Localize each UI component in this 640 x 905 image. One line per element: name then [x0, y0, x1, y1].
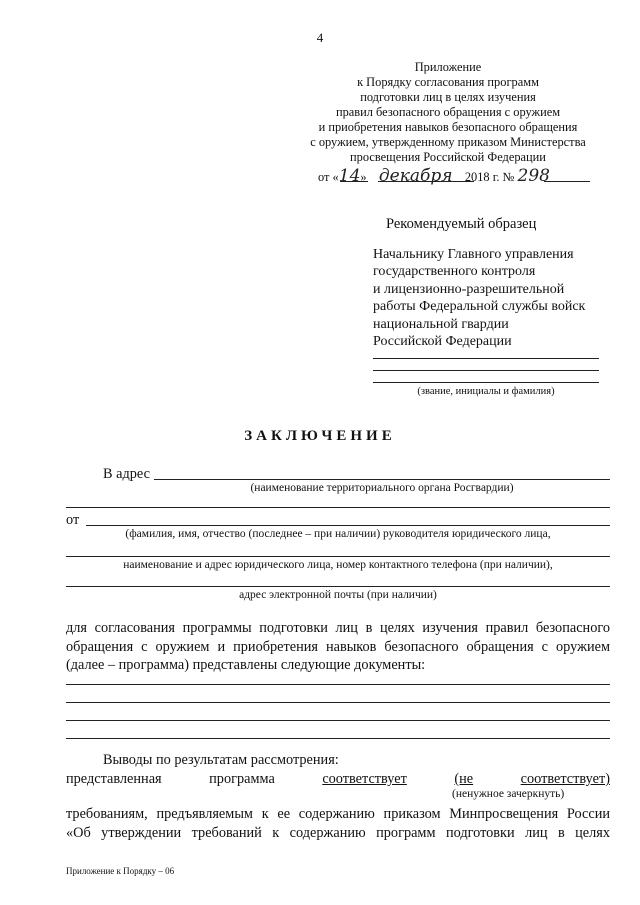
date-prefix: от « [318, 170, 339, 184]
addressee-line: государственного контроля [373, 264, 536, 280]
conclusion-word: программа [209, 771, 275, 787]
addressee-line: Российской Федерации [373, 334, 512, 350]
conclusion-options-line [66, 771, 610, 788]
addressee-line: Начальнику Главного управления [373, 247, 574, 262]
option-not-complies[interactable]: соответствует) [520, 771, 610, 787]
date-mid: » [360, 170, 367, 184]
to-label: В адрес [103, 466, 150, 482]
from-caption-1: (фамилия, имя, отчество (последнее – при наличии) руководителя юридического лица, [125, 528, 551, 540]
from-label: от [66, 512, 80, 528]
to-caption: (наименование территориального органа Росгвардии) [250, 482, 514, 494]
appendix-block [288, 60, 608, 165]
documents-fill-line[interactable] [66, 738, 610, 739]
page-number: 4 [316, 30, 324, 45]
from-fill-line-2[interactable] [66, 556, 610, 557]
handwritten-day: 14 [338, 166, 361, 186]
day-underline [340, 181, 368, 182]
conclusions-heading: Выводы по результатам рассмотрения: [103, 752, 339, 768]
conclusion-line-3: «Об утверждении требований к содержанию программ подготовки лиц в целях [66, 825, 610, 841]
addressee-fill-line[interactable] [373, 358, 599, 359]
recommended-sample-label: Рекомендуемый образец [386, 216, 537, 232]
from-caption-3: адрес электронной почты (при наличии) [239, 589, 437, 601]
addressee-block [373, 246, 623, 350]
to-fill-line[interactable] [154, 479, 610, 480]
to-fill-line-2[interactable] [66, 507, 610, 508]
handwritten-month: декабря [378, 166, 453, 186]
order-date-line [318, 166, 618, 186]
addressee-caption: (звание, инициалы и фамилия) [417, 386, 555, 397]
page-footer: Приложение к Порядку – 06 [66, 866, 175, 876]
option-complies[interactable]: соответствует [322, 771, 407, 787]
paragraph-line-1: для согласования программы подготовки лиц в целях изучения правил безопасного [66, 620, 610, 636]
conclusion-line-2: требованиям, предъявляемым к ее содержанию приказом Минпросвещения России [66, 806, 610, 822]
document-title: ЗАКЛЮЧЕНИЕ [244, 428, 396, 444]
addressee-line: национальной гвардии [373, 316, 509, 332]
documents-fill-line[interactable] [66, 684, 610, 685]
documents-fill-line[interactable] [66, 720, 610, 721]
conclusion-word: представленная [66, 771, 162, 787]
appendix-line: Приложение [414, 60, 482, 74]
from-caption-2: наименование и адрес юридического лица, номер контактного телефона (при наличии), [123, 559, 553, 571]
paragraph-line-2: обращения с оружием и приобретения навыков безопасного обращения с оружием [66, 639, 610, 655]
from-fill-line-3[interactable] [66, 586, 610, 587]
appendix-line: подготовки лиц в целях изучения [360, 90, 536, 104]
number-underline [544, 181, 590, 182]
month-underline [378, 181, 474, 182]
addressee-line: и лицензионно-разрешительной [373, 281, 565, 297]
addressee-fill-line[interactable] [373, 370, 599, 371]
addressee-fill-line[interactable] [373, 382, 599, 383]
date-year: 2018 г. № [464, 170, 515, 184]
appendix-line: просвещения Российской Федерации [350, 150, 546, 164]
appendix-line: с оружием, утвержденному приказом Министерства [310, 135, 586, 149]
strike-note: (ненужное зачеркнуть) [452, 788, 565, 800]
appendix-line: правил безопасного обращения с оружием [335, 105, 561, 119]
appendix-line: и приобретения навыков безопасного обращения [318, 120, 578, 134]
addressee-line: работы Федеральной службы войск [373, 299, 586, 315]
documents-fill-line[interactable] [66, 702, 610, 703]
appendix-line: к Порядку согласования программ [357, 75, 539, 89]
paragraph-line-3: (далее – программа) представлены следующие документы: [66, 657, 426, 673]
from-fill-line[interactable] [86, 525, 610, 526]
handwritten-number: 298 [517, 166, 550, 186]
option-not-prefix[interactable]: (не [454, 771, 474, 787]
